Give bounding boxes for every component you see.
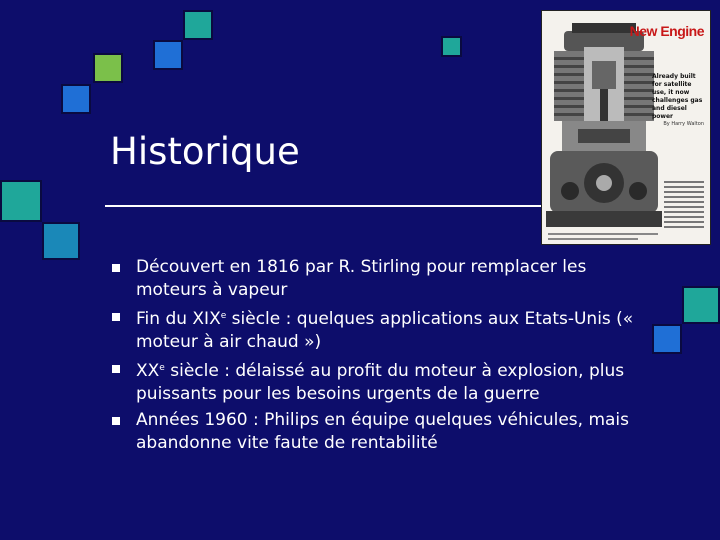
bullet-square-icon xyxy=(112,365,120,373)
bullet-text-post: siècle : quelques applications aux Etats-Unis (« moteur à air chaud ») xyxy=(136,309,634,352)
magazine-author: By Harry Walton xyxy=(663,121,704,127)
bullet-item xyxy=(110,409,650,454)
slide-title: Historique xyxy=(110,130,300,173)
magazine-subtitle: Already built for satellite use, it now challenges gas and diesel power xyxy=(652,73,703,120)
bullet-square-icon xyxy=(112,264,120,272)
decor-square-6 xyxy=(0,180,42,222)
bullet-text-pre: Fin du XIX xyxy=(136,309,221,329)
title-underline xyxy=(105,205,545,207)
bullet-text-pre: XX xyxy=(136,361,160,381)
bullet-item xyxy=(110,357,650,405)
bullet-text-post: siècle : délaissé au profit du moteur à explosion, plus puissants pour les besoins urgents de la guerre xyxy=(136,361,625,404)
decor-square-9 xyxy=(652,324,682,354)
decor-square-2 xyxy=(153,40,183,70)
decor-square-3 xyxy=(93,53,123,83)
bullet-square-icon xyxy=(112,313,120,321)
bullet-item xyxy=(110,305,650,353)
magazine-body-text xyxy=(664,181,704,231)
bullet-superscript: e xyxy=(220,311,227,321)
magazine-page-image xyxy=(541,10,711,245)
bullet-list xyxy=(110,256,650,458)
bullet-superscript: e xyxy=(159,363,165,373)
decor-square-1 xyxy=(183,10,213,40)
decor-square-4 xyxy=(61,84,91,114)
decor-square-7 xyxy=(42,222,80,260)
decor-square-8 xyxy=(682,286,720,324)
magazine-title: New Engine xyxy=(629,23,704,39)
bullet-text: Découvert en 1816 par R. Stirling pour remplacer les moteurs à vapeur xyxy=(136,257,587,300)
bullet-text: Années 1960 : Philips en équipe quelques véhicules, mais abandonne vite faute de rentabilité xyxy=(136,410,630,453)
bullet-item xyxy=(110,256,650,301)
bullet-square-icon xyxy=(112,417,120,425)
decor-square-5 xyxy=(441,36,462,57)
